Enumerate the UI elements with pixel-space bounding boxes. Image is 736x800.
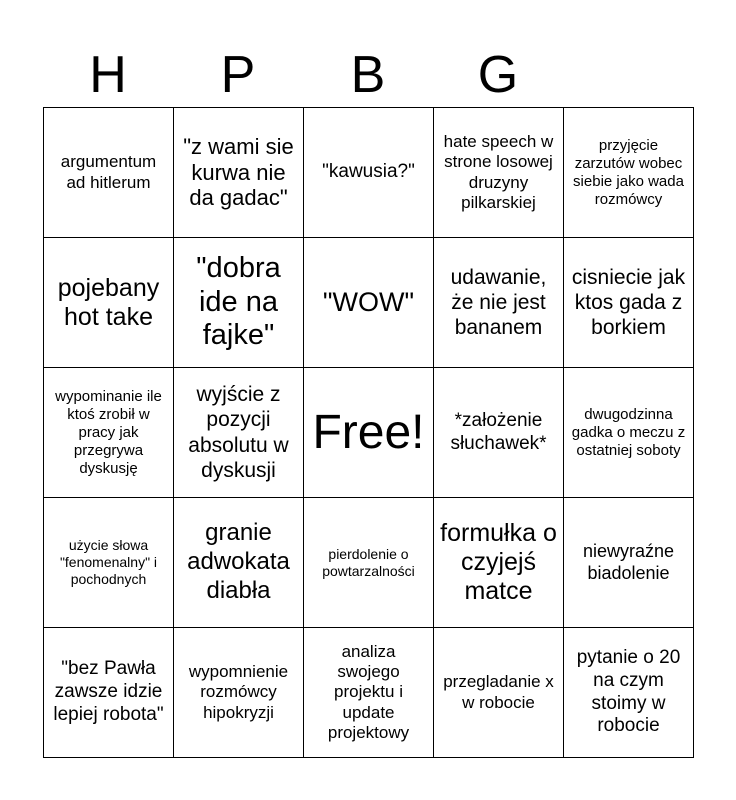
bingo-board xyxy=(43,107,694,758)
bingo-cell[interactable]: granie adwokata diabła xyxy=(174,498,304,628)
header-letter-3: B xyxy=(350,46,386,104)
header-letter-1: H xyxy=(89,46,127,104)
bingo-cell[interactable]: cisniecie jak ktos gada z borkiem xyxy=(564,238,694,368)
bingo-cell[interactable]: "z wami sie kurwa nie da gadac" xyxy=(174,108,304,238)
bingo-cell[interactable]: "WOW" xyxy=(304,238,434,368)
bingo-cell[interactable]: "dobra ide na fajke" xyxy=(174,238,304,368)
bingo-cell[interactable]: formułka o czyjejś matce xyxy=(434,498,564,628)
bingo-header xyxy=(43,44,693,106)
bingo-cell[interactable]: *założenie słuchawek* xyxy=(434,368,564,498)
header-letter-2: P xyxy=(220,46,256,104)
bingo-cell[interactable]: hate speech w strone losowej druzyny pilkarskiej xyxy=(434,108,564,238)
bingo-cell[interactable]: argumentum ad hitlerum xyxy=(44,108,174,238)
bingo-cell[interactable]: analiza swojego projektu i update projektowy xyxy=(304,628,434,758)
bingo-cell[interactable]: pojebany hot take xyxy=(44,238,174,368)
bingo-cell[interactable]: użycie słowa "fenomenalny" i pochodnych xyxy=(44,498,174,628)
free-space-cell[interactable]: Free! xyxy=(304,368,434,498)
bingo-cell[interactable]: udawanie, że nie jest bananem xyxy=(434,238,564,368)
bingo-cell[interactable]: pierdolenie o powtarzalności xyxy=(304,498,434,628)
bingo-cell[interactable]: przegladanie x w robocie xyxy=(434,628,564,758)
bingo-cell[interactable]: dwugodzinna gadka o meczu z ostatniej soboty xyxy=(564,368,694,498)
bingo-cell[interactable]: niewyraźne biadolenie xyxy=(564,498,694,628)
bingo-cell[interactable]: przyjęcie zarzutów wobec siebie jako wada rozmówcy xyxy=(564,108,694,238)
bingo-cell[interactable]: "kawusia?" xyxy=(304,108,434,238)
header-letter-4: G xyxy=(477,46,519,104)
bingo-cell[interactable]: wypominanie ile ktoś zrobił w pracy jak przegrywa dyskusję xyxy=(44,368,174,498)
header-letter-5 xyxy=(563,44,693,106)
bingo-cell[interactable]: pytanie o 20 na czym stoimy w robocie xyxy=(564,628,694,758)
bingo-cell[interactable]: "bez Pawła zawsze idzie lepiej robota" xyxy=(44,628,174,758)
bingo-cell[interactable]: wyjście z pozycji absolutu w dyskusji xyxy=(174,368,304,498)
bingo-cell[interactable]: wypomnienie rozmówcy hipokryzji xyxy=(174,628,304,758)
